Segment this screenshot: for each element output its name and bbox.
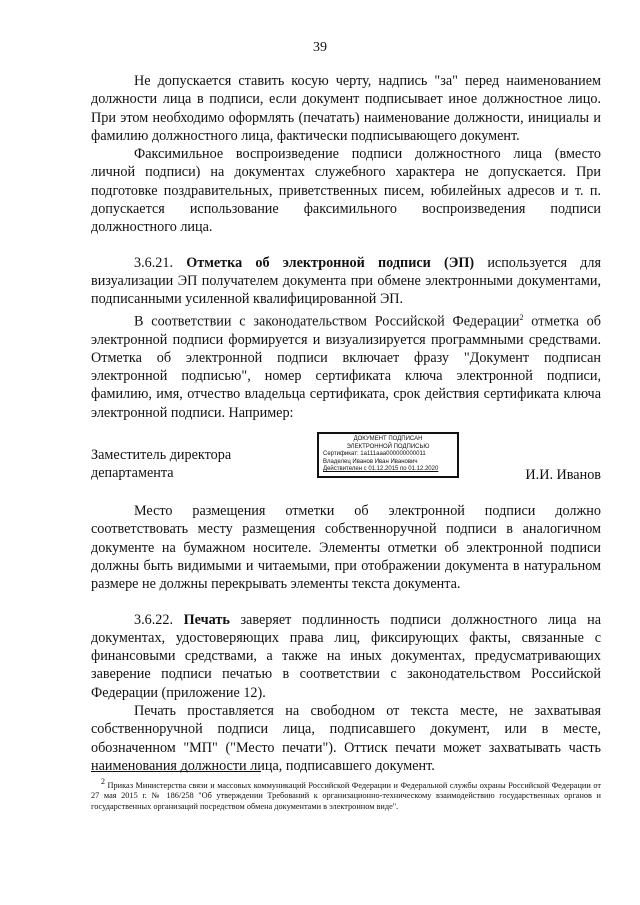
signature-example	[91, 432, 601, 492]
footnote: $^2$ Приказ Министерства связи и массовых коммуникаций Российской Федерации и Федеральной службы охраны Российской Федерации от 27 мая 2015 г. № 186/258 "Об утверждении Требований к организационно-техническому взаимодействию государственных органов и государственных организаций посредством обмена документами в электронном виде".	[91, 777, 601, 811]
stamp-validity: Действителен с 01.12.2015 по 01.12.2020	[323, 466, 439, 473]
paragraph-3-6-22: 3.6.22. Печать заверяет подлинность подписи должностного лица на документах, удостоверяющих права лиц, фиксирующих факты, связанные с финансовыми средствами, а также на иных документах, предусматривающих заверение подписи печатью в соответствии с законодательством Российской Федерации (приложение 12).	[91, 611, 602, 701]
stamp-certificate: Сертификат: 1a111aaa000000000011	[323, 451, 426, 458]
electronic-signature-stamp: ДОКУМЕНТ ПОДПИСАН ЭЛЕКТРОННОЙ ПОДПИСЬЮ Сертификат: 1a111aaa000000000011 Владелец Иванов Иван Иванович Действителен с 01.12.2015 по 01.12.2020	[317, 432, 459, 478]
body-text	[91, 72, 601, 775]
footnote-marker: 2	[519, 312, 524, 322]
section-term: Печать	[183, 611, 230, 628]
signer-name: И.И. Иванов	[525, 467, 601, 484]
paragraph-placement: Место размещения отметки об электронной подписи должно соответствовать месту размещения собственноручной подписи в аналогичном документе на бумажном носителе. Элементы отметки об электронной подписи должны быть видимыми и читаемыми, при отображении документа в натуральном размере не должны перекрывать элементы текста документа.	[91, 503, 601, 593]
paragraph-stamp-placement: Печать проставляется на свободном от текста месте, не захватывая собственноручной подписи лица, подписавшего документ, или в месте, обозначенном "МП" ("Место печати"). Оттиск печати может захватывать часть наименования должности лица, подписавшего документ.	[91, 703, 601, 774]
paragraph-facsimile: Факсимильное воспроизведение подписи должностного лица (вместо личной подписи) на документах служебного характера не допускается. При подготовке поздравительных, приветственных писем, юбилейных адресов и т. п. допускается использование факсимильного воспроизведения подписи должностного лица.	[91, 146, 601, 236]
section-number: 3.6.21.	[134, 254, 174, 271]
section-term: Отметка об электронной подписи (ЭП)	[186, 254, 475, 271]
stamp-owner: Владелец Иванов Иван Иванович	[323, 458, 418, 465]
paragraph-3-6-21: 3.6.21. Отметка об электронной подписи (ЭП) используется для визуализации ЭП получателем документа при обмене электронными документами, подписанными усиленной квалифицированной ЭП.	[91, 254, 601, 308]
page-number: 39	[313, 40, 327, 55]
paragraph-slash-rule: Не допускается ставить косую черту, надпись "за" перед наименованием должности лица в подписи, если документ подписывает иное должностное лицо. При этом необходимо оформлять (печатать) наименование должности, инициалы и фамилию должностного лица, фактически подписывающего документ.	[91, 73, 601, 144]
footnote-divider	[91, 771, 261, 772]
section-number: 3.6.22.	[134, 611, 174, 628]
signer-position: Заместитель директора департамента	[91, 447, 232, 482]
paragraph-legislation: В соответствии с законодательством Российской Федерации$^2$ отметка об электронной подписи формируется и визуализируется программными средствами. Отметка об электронной подписи включает фразу "Документ подписан электронной подписью", номер сертификата ключа электронной подписи, фамилию, имя, отчество владельца сертификата, срок действия сертификата ключа электронной подписи. Например:	[91, 312, 601, 421]
